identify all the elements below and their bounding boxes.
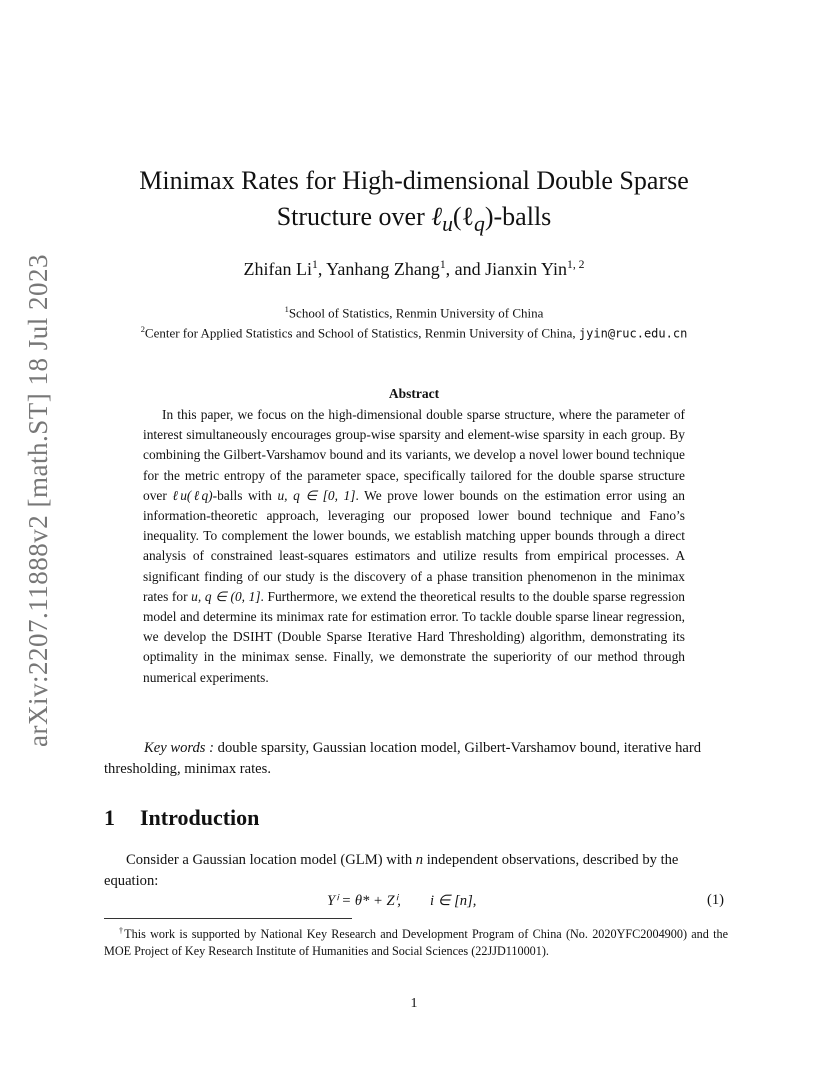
title-ell-q: (ℓ (452, 202, 475, 231)
footnote (104, 922, 728, 961)
footnote-rule (104, 918, 352, 919)
title-line-2 (276, 202, 552, 237)
abstract-text-3: . We prove lower bounds on the estimation error using an information-theoretic approach, leveraging our proposed lower bound technique and Fano’s inequality. To complement the lower bounds, we establish matching upper bounds through a direct analysis of constrained least-squares estimators and utilize results from empirical processes. A significant finding of our study is the discovery of a phase transition phenomenon in the minimax rates for (143, 487, 685, 604)
affiliation-2-mark: 2 (140, 324, 145, 334)
affiliation-1-mark: 1 (284, 304, 289, 314)
title-line-1: Minimax Rates for High-dimensional Double Sparse (139, 166, 689, 195)
abstract-body (143, 405, 685, 688)
section-title: Introduction (140, 805, 260, 830)
keywords-text: double sparsity, Gaussian location model, Gilbert-Varshamov bound, iterative hard thresholding, minimax rates. (104, 740, 702, 777)
intro-math-n: n (415, 852, 424, 868)
author-list (0, 258, 828, 280)
intro-paragraph (104, 850, 728, 892)
intro-text-1: Consider a Gaussian location model (GLM) with (126, 852, 416, 868)
paper-title (0, 163, 828, 242)
author-2-affil-mark: 1 (439, 258, 446, 271)
page-number: 1 (410, 996, 418, 1011)
abstract-text-4: . Furthermore, we extend the theoretical results to the double sparse regression model and determine its minimax rate for estimation error. To tackle double sparse linear regression, we develop the DSIHT (Double Sparse Iterative Hard Thresholding) algorithm, demonstrating its optimality in the minimax sense. Finally, we demonstrate the superiority of our method through numerical experiments. (143, 588, 685, 685)
equation-number: (1) (707, 892, 725, 908)
author-2: , Yanhang Zhang (317, 259, 440, 279)
footnote-text: This work is supported by National Key Research and Development Program of China (No. 2020YFC2004900) and the MOE Project of Key Research Institute of Humanities and Social Sciences (22JJD110001). (104, 927, 728, 959)
title-sub-q: q (474, 212, 485, 237)
arxiv-identifier: arXiv:2207.11888v2 [math.ST] 18 Jul 2023 (22, 253, 53, 747)
title-line-2-suffix: )-balls (484, 202, 552, 231)
author-1: Zhifan Li (243, 259, 312, 279)
author-3-affil-mark: 1, 2 (566, 258, 585, 271)
abstract-math-ball: ℓu(ℓq) (172, 487, 213, 503)
contact-email: jyin@ruc.edu.cn (578, 326, 688, 341)
section-number: 1 (104, 805, 115, 830)
intro-text-2: independent observations, described by the equation: (104, 852, 679, 889)
keywords-label: Key words : (144, 740, 214, 756)
arxiv-side-stamp (22, 200, 54, 800)
title-line-2-prefix: Structure over (276, 202, 432, 231)
abstract-text-1: In this paper, we focus on the high-dimensional double sparse structure, where the parameter of interest simultaneously encourages group-wise sparsity and element-wise sparsity in each group. By combining the Gilbert-Varshamov bound and its variants, we develop a novel lower bound technique for the metric entropy of the parameter space, specifically tailored for the double sparse structure over (143, 407, 685, 503)
abstract-text-2: -balls with (212, 487, 278, 503)
affiliation-1-text: School of Statistics, Renmin University of China (288, 305, 544, 321)
abstract-math-range-closed: u, q ∈ [0, 1] (277, 487, 356, 503)
title-sub-u: u (442, 212, 453, 237)
affiliation-2 (0, 324, 828, 341)
section-heading (104, 805, 259, 831)
abstract-heading: Abstract (388, 386, 440, 401)
author-3: , and Jianxin Yin (445, 259, 567, 279)
abstract-math-range-open: u, q ∈ (0, 1] (191, 588, 261, 604)
equation-body: Yⁱ = θ* + Zⁱ, i ∈ [n], (327, 893, 477, 909)
affiliation-1 (0, 304, 828, 321)
footnote-mark: † (119, 926, 125, 935)
title-ell-u: ℓ (431, 202, 443, 231)
author-1-affil-mark: 1 (311, 258, 318, 271)
keywords (104, 738, 728, 780)
affiliation-2-text: Center for Applied Statistics and School of Statistics, Renmin University of China, (144, 325, 579, 341)
